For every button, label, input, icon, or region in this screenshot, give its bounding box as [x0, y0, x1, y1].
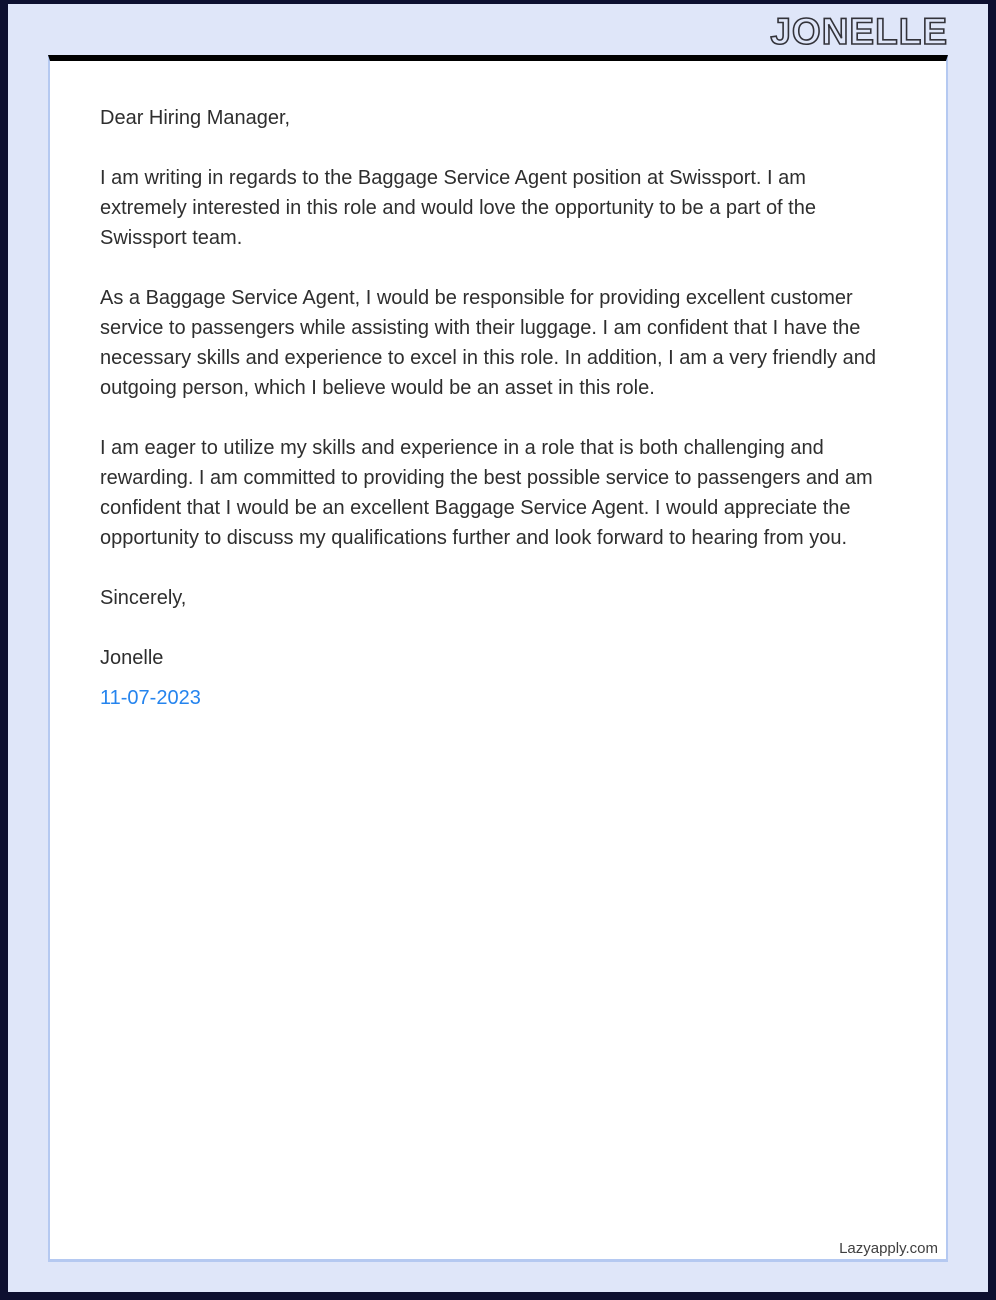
letter-date-link[interactable]: 11-07-2023: [100, 687, 201, 709]
letter-sheet: [48, 55, 948, 1262]
letter-body: [50, 61, 946, 713]
letter-paragraph: As a Baggage Service Agent, I would be responsible for providing excellent customer service to passengers while assisting with their luggage. I am confident that I have the necessary skills and experience to excel in this role. In addition, I am a very friendly and outgoing person, which I believe would be an asset in this role.: [100, 287, 876, 399]
salutation: Dear Hiring Manager,: [100, 107, 291, 129]
brand-name-header: JONELLE: [770, 11, 948, 52]
signature-name: Jonelle: [100, 647, 164, 669]
closing: Sincerely,: [100, 587, 187, 609]
watermark-lazyapply: Lazyapply.com: [839, 1240, 938, 1257]
letter-paragraph: I am writing in regards to the Baggage Service Agent position at Swissport. I am extremely interested in this role and would love the opportunity to be a part of the Swissport team.: [100, 167, 816, 249]
letter-paragraph: I am eager to utilize my skills and experience in a role that is both challenging and rewarding. I am committed to providing the best possible service to passengers and am confident that I would be an excellent Baggage Service Agent. I would appreciate the opportunity to discuss my qualifications further and look forward to hearing from you.: [100, 437, 873, 549]
